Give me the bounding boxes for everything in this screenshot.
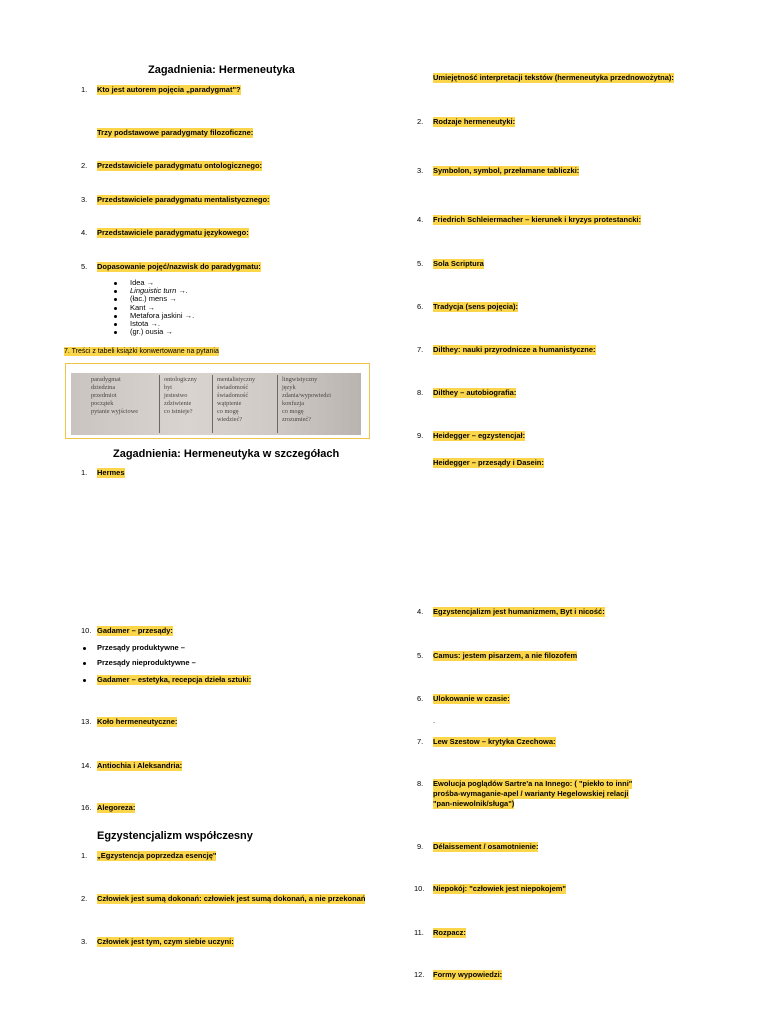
list-item: (gr.) ousia → bbox=[114, 328, 194, 336]
item-number: 1. bbox=[81, 851, 88, 860]
question-text: Camus: jestem pisarzem, a nie filozofem bbox=[433, 651, 578, 660]
question-text: Sola Scriptura bbox=[433, 259, 484, 268]
table-photo bbox=[71, 373, 361, 435]
table-cell: przedmiot bbox=[91, 392, 117, 399]
item-number: 3. bbox=[81, 195, 88, 204]
item-number: 16. bbox=[81, 803, 92, 812]
question-text: Tradycja (sens pojęcia): bbox=[433, 302, 519, 311]
bullet-dot bbox=[83, 662, 86, 665]
question-text: Heidegger – egzystencjał: bbox=[433, 431, 526, 440]
question-text: Człowiek jest sumą dokonań: człowiek jest sumą dokonań, a nie przekonań bbox=[97, 894, 366, 903]
table-cell: co mogę bbox=[217, 408, 239, 415]
table-cell: wiedzieć? bbox=[217, 416, 243, 423]
question-text: Kto jest autorem pojęcia „paradygmat"? bbox=[97, 85, 241, 94]
table-cell: początek bbox=[91, 400, 114, 407]
stray-dot: . bbox=[433, 716, 436, 725]
table-cell: zdziwienie bbox=[164, 400, 192, 407]
item-number: 3. bbox=[417, 166, 424, 175]
list-item: Istota →. bbox=[114, 320, 194, 328]
table-cell: byt bbox=[164, 384, 173, 391]
question-text: Przedstawiciele paradygmatu ontologicznego: bbox=[97, 161, 263, 170]
table-divider bbox=[159, 375, 160, 433]
table-divider bbox=[277, 375, 278, 433]
item-number: 4. bbox=[417, 607, 424, 616]
page-title: Zagadnienia: Hermeneutyka bbox=[148, 64, 295, 76]
table-cell: świadomość bbox=[217, 392, 249, 399]
item-number: 10. bbox=[414, 884, 425, 893]
question-text: Friedrich Schleiermacher – kierunek i kryzys protestancki: bbox=[433, 215, 642, 224]
table-photo-frame bbox=[65, 363, 370, 439]
item-number: 9. bbox=[417, 431, 424, 440]
question-text-line: prośba-wymaganie-apel / warianty Hegelowskiej relacji bbox=[433, 789, 629, 798]
item-number: 2. bbox=[417, 117, 424, 126]
item-number: 6. bbox=[417, 302, 424, 311]
question-text: Koło hermeneutyczne: bbox=[97, 717, 178, 726]
question-text: Człowiek jest tym, czym siebie uczyni: bbox=[97, 937, 234, 946]
section-title: Zagadnienia: Hermeneutyka w szczegółach bbox=[113, 448, 340, 460]
table-cell: dziedzina bbox=[91, 384, 116, 391]
list-item: Idea → bbox=[114, 279, 194, 287]
item-number: 11. bbox=[414, 928, 424, 937]
item-number: 4. bbox=[417, 215, 424, 224]
item-number: 10. bbox=[81, 626, 92, 635]
item-number: 9. bbox=[417, 842, 424, 851]
bullet-dot bbox=[83, 647, 86, 650]
item-number: 2. bbox=[81, 894, 88, 903]
list-item: Przesądy nieproduktywne – bbox=[97, 658, 196, 667]
item-number: 8. bbox=[417, 779, 424, 788]
question-text: Przedstawiciele paradygmatu mentalistycznego: bbox=[97, 195, 270, 204]
item-number: 7. bbox=[417, 737, 424, 746]
bullet-dot bbox=[83, 679, 86, 682]
list-item: Przesądy produktywne – bbox=[97, 643, 185, 652]
question-text: Antiochia i Aleksandria: bbox=[97, 761, 183, 770]
item-number: 4. bbox=[81, 228, 88, 237]
question-text: Dilthey: nauki przyrodnicze a humanistyczne: bbox=[433, 345, 596, 354]
section-title: Egzystencjalizm współczesny bbox=[97, 830, 253, 842]
item-number: 14. bbox=[81, 761, 92, 770]
table-cell: konfuzja bbox=[282, 400, 305, 407]
list-item: Linguistic turn →. bbox=[114, 287, 194, 295]
item-number: 5. bbox=[81, 262, 88, 271]
item-number: 3. bbox=[81, 937, 88, 946]
question-text: Ulokowanie w czasie: bbox=[433, 694, 510, 703]
table-column-paradygmat bbox=[91, 376, 138, 416]
list-item: Metafora jaskini →. bbox=[114, 312, 194, 320]
question-text: Umiejętność interpretacji tekstów (hermeneutyka przednowożytna): bbox=[433, 73, 674, 82]
table-column-mentalistyczny bbox=[217, 376, 255, 424]
list-item: Kant → bbox=[114, 304, 194, 312]
table-cell: świadomość bbox=[217, 384, 249, 391]
table-cell: lingwistyczny bbox=[282, 376, 318, 383]
section-note: 7. Treści z tabeli książki konwertowane na pytania bbox=[64, 348, 219, 355]
question-text: Dilthey – autobiografia: bbox=[433, 388, 517, 397]
table-column-ontologiczny bbox=[164, 376, 197, 416]
table-cell: ontologiczny bbox=[164, 376, 197, 383]
question-text: Lew Szestow – krytyka Czechowa: bbox=[433, 737, 556, 746]
table-divider bbox=[212, 375, 213, 433]
question-text: Formy wypowiedzi: bbox=[433, 970, 503, 979]
item-number: 6. bbox=[417, 694, 424, 703]
bullet-list bbox=[114, 279, 194, 336]
item-number: 12. bbox=[414, 970, 425, 979]
table-cell: pytanie wyjściowe bbox=[91, 408, 139, 415]
question-text: Délaissement / osamotnienie: bbox=[433, 842, 539, 851]
item-number: 1. bbox=[81, 85, 88, 94]
table-cell: zdania/wypowiedzi bbox=[282, 392, 331, 399]
list-item: Gadamer – estetyka, recepcja dzieła sztuki: bbox=[97, 675, 252, 684]
item-number: 8. bbox=[417, 388, 424, 397]
table-cell: co mogę bbox=[282, 408, 304, 415]
table-cell: wątpienie bbox=[217, 400, 242, 407]
table-cell: paradygmat bbox=[91, 376, 121, 383]
question-text: „Egzystencja poprzedza esencję" bbox=[97, 851, 217, 860]
table-column-lingwistyczny bbox=[282, 376, 331, 424]
table-cell: co istnieje? bbox=[164, 408, 193, 415]
table-cell: język bbox=[282, 384, 296, 391]
item-number: 7. bbox=[417, 345, 424, 354]
question-text: Hermes bbox=[97, 468, 125, 477]
question-text: Dopasowanie pojęć/nazwisk do paradygmatu: bbox=[97, 262, 261, 271]
question-text: Niepokój: "człowiek jest niepokojem" bbox=[433, 884, 566, 893]
question-text: Egzystencjalizm jest humanizmem, Byt i nicość: bbox=[433, 607, 605, 616]
question-text: Alegoreza: bbox=[97, 803, 136, 812]
question-text-line: "pan-niewolnik/sługa") bbox=[433, 799, 515, 808]
question-text: Symbolon, symbol, przełamane tabliczki: bbox=[433, 166, 580, 175]
item-number: 13. bbox=[81, 717, 92, 726]
question-text: Trzy podstawowe paradygmaty filozoficzne: bbox=[97, 128, 254, 137]
table-cell: zrozumieć? bbox=[282, 416, 312, 423]
item-number: 1. bbox=[81, 468, 88, 477]
question-text: Rozpacz: bbox=[433, 928, 466, 937]
table-cell: jestestwo bbox=[164, 392, 188, 399]
question-text-line: Ewolucja poglądów Sartre'a na Innego: ( "piekło to inni" bbox=[433, 779, 633, 788]
item-number: 2. bbox=[81, 161, 88, 170]
table-cell: mentalistyczny bbox=[217, 376, 256, 383]
list-item: (łac.) mens → bbox=[114, 295, 194, 303]
question-text: Gadamer – przesądy: bbox=[97, 626, 173, 635]
question-text: Heidegger – przesądy i Dasein: bbox=[433, 458, 544, 467]
question-text: Rodzaje hermeneutyki: bbox=[433, 117, 516, 126]
item-number: 5. bbox=[417, 651, 424, 660]
item-number: 5. bbox=[417, 259, 424, 268]
question-text: Przedstawiciele paradygmatu językowego: bbox=[97, 228, 249, 237]
